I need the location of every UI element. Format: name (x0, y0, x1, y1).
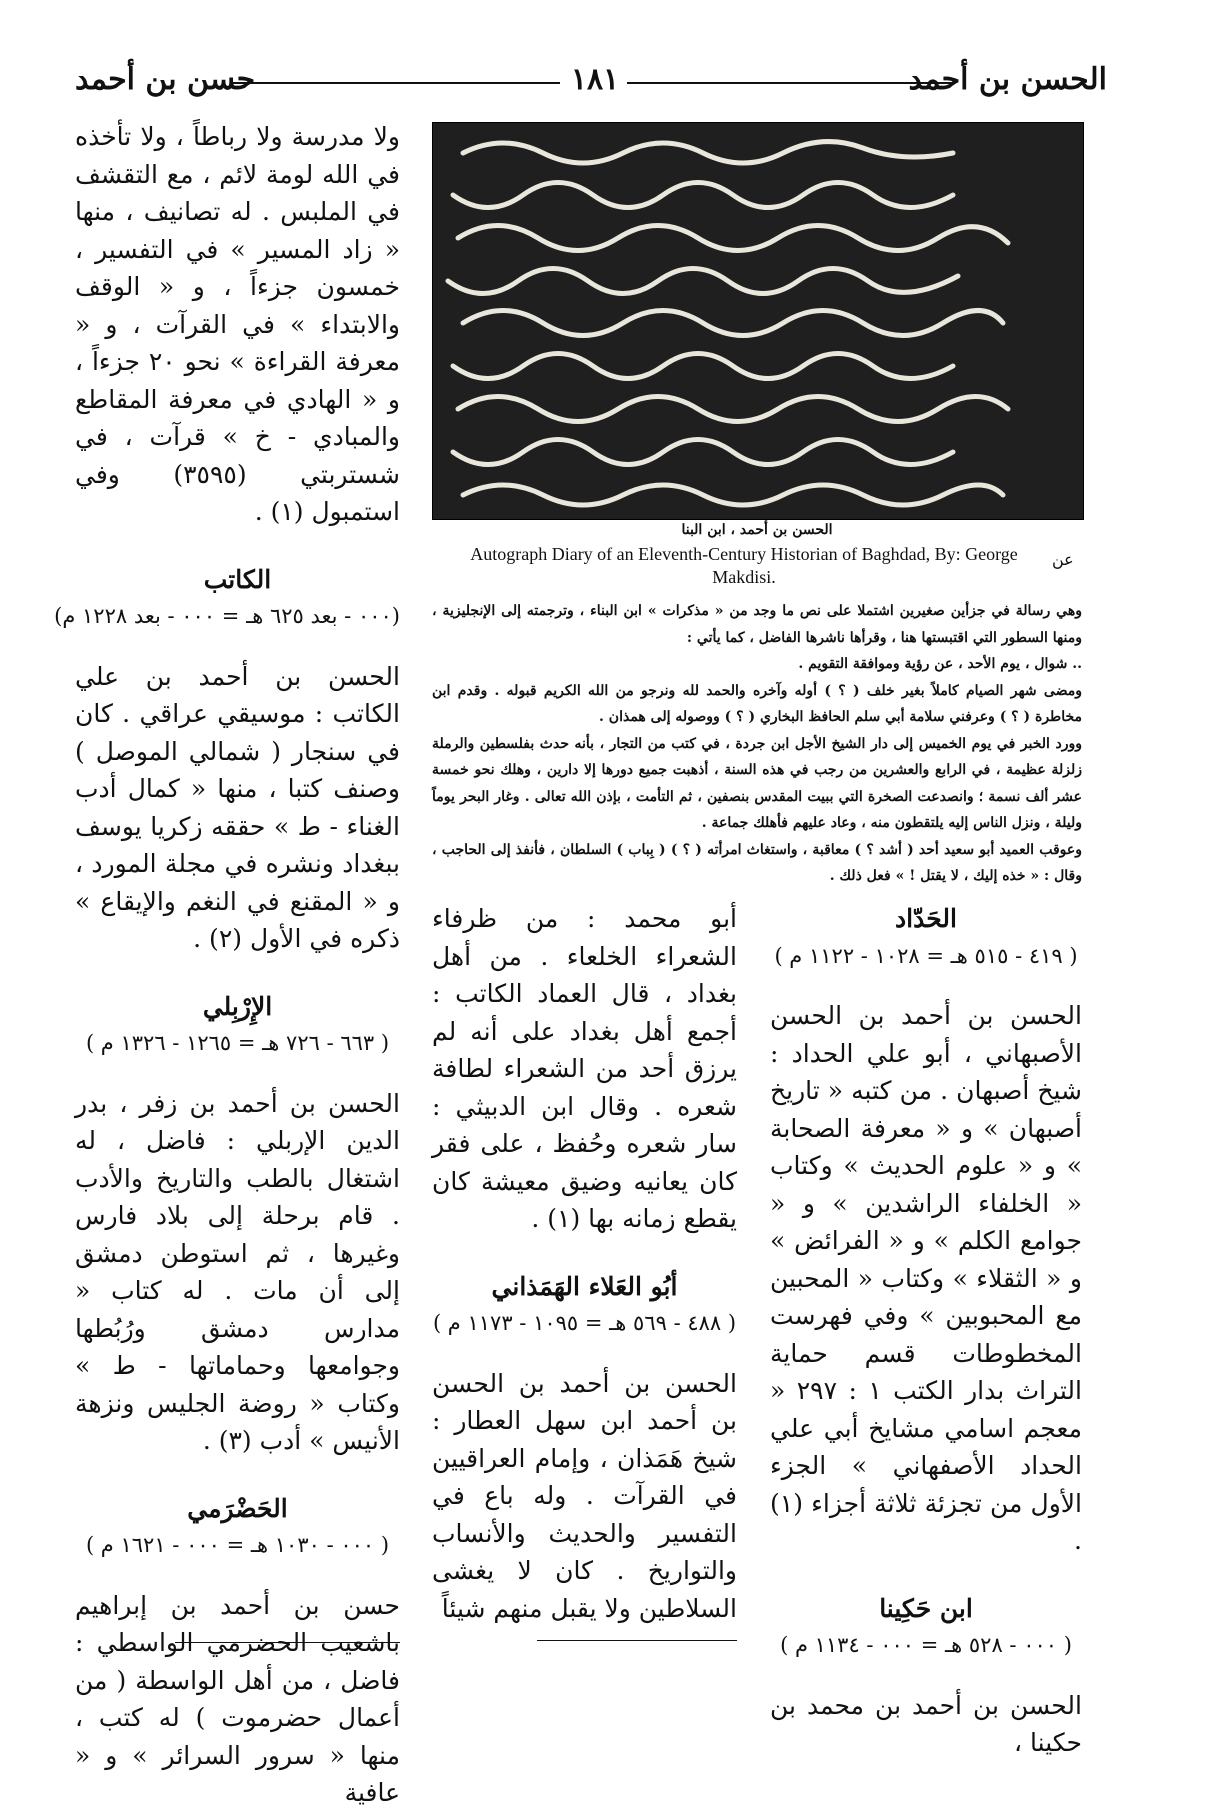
continued-text: أبو محمد : من ظرفاء الشعراء الخلعاء . من أهل بغداد ، قال العماد الكاتب : أجمع أهل بغداد على أنه لم يرزق أحد من الشعراء لطافة شعره . وقال ابن الدبيثي : سار شعره وحُفظ ، على فقر كان يعانيه وضيق معيشة كان يقطع زمانه بها (١) . (432, 904, 737, 1233)
entry-title: الكاتب (203, 564, 272, 594)
entry-title: الإِرْبِلي (202, 991, 273, 1021)
page-number: ١٨١ (570, 62, 620, 97)
entry-katib (54, 561, 400, 958)
manuscript-note (432, 598, 1082, 890)
entry-body: الحسن بن أحمد بن زفر ، بدر الدين الإربلي : فاضل ، له اشتغال بالطب والتاريخ والأدب . قام برحلة إلى بلاد فارس وغيرها ، ثم استوطن دمشق إلى أن مات . له كتاب « مدارس دمشق ورُبُطها وجوامعها وحماماتها - ط » وكتاب « روضة الجليس ونزهة الأنيس » أدب (٣) . (75, 1088, 400, 1455)
entry-hadrami (75, 1490, 400, 1812)
running-head-right: الحسن بن أحمد (908, 62, 1107, 97)
entry-title: الحَدّاد (895, 904, 957, 933)
note-paragraph: .. شوال ، يوم الأحد ، عن رؤية وموافقة التقويم . (798, 656, 1082, 672)
header-rule-right (627, 82, 952, 84)
note-paragraph: وورد الخبر في يوم الخميس إلى دار الشيخ الأجل ابن جردة ، في كتب من التجار ، بأنه حدث بفلسطين والرملة زلزلة عظيمة ، في الرابع والعشرين من رجب في هذه السنة ، أذهبت جميع دورها إلا دارين ، وهلك نحو خمسة عشر ألف نسمة ؛ وانصدعت الصخرة التي ببيت المقدس بنصفين ، ثم التأمت ، بإذن الله تعالى . وغار البحر يوماً وليلة ، ونزل الناس إليه يلتقطون منه ، وعاد عليهم فأهلك جماعة . (432, 735, 1082, 831)
entry-haddad (770, 900, 1082, 1560)
running-head-left: حسن بن أحمد (75, 62, 256, 97)
entry-title: أبُو العَلاء الهَمَذاني (491, 1271, 678, 1301)
entry-body: الحسن بن أحمد بن محمد بن حكينا ، (770, 1690, 1082, 1757)
header-rule-left (230, 82, 560, 84)
entry-dates: ( ٤٨٨ - ٥٦٩ هـ = ١٠٩٥ - ١١٧٣ م ) (432, 1311, 737, 1335)
footnote-rule-left (175, 1642, 400, 1643)
manuscript-caption: الحسن بن أحمد ، ابن البنا (681, 522, 833, 538)
note-paragraph: وعوقب العميد أبو سعيد أحد ( أشد ؟ ) معاقبة ، واستغاث امرأته ( ؟ ) ( بِباب ) السلطان ، فأنفذ إلى الحاجب ، وقال : « خذه إليك ، لا يقتل ! » فعل ذلك . (432, 841, 1082, 884)
entry-dates: ( ٠٠٠ - ١٠٣٠ هـ = ٠٠٠ - ١٦٢١ م ) (85, 1533, 390, 1557)
entry-title: الحَضْرَمي (187, 1493, 288, 1523)
manuscript-source-title: Autograph Diary of an Eleventh-Century Historian of Baghdad, By: George Makdisi. (470, 544, 1018, 587)
note-paragraph: وهي رسالة في جزأين صغيرين اشتملا على نص ما وجد من « مذكرات » ابن البناء ، وترجمته إلى الإنجليزية ، ومنها السطور التي اقتبستها هنا ، وقرأها ناشرها الفاضل ، كما يأتي : (432, 603, 1082, 646)
column-left (54, 118, 400, 1812)
manuscript-source-prefix: عن (1052, 550, 1074, 569)
continued-text: ولا مدرسة ولا رباطاً ، ولا تأخذه في الله لومة لائم ، مع التقشف في الملبس . له تصانيف ، منها « زاد المسير » في التفسير ، خمسون جزءاً ، و « الوقف والابتداء » في القرآت ، و « معرفة القراءة » نحو ٢٠ جزءاً ، و « الهادي في معرفة المقاطع والمبادي - خ » قرآت ، في شستربتي (٣٥٩٥) وفي استمبول (١) . (75, 122, 400, 526)
manuscript-scribbles (433, 123, 1083, 519)
note-paragraph: ومضى شهر الصيام كاملاً بغير خلف ( ؟ ) أوله وآخره والحمد لله ونرجو من الله الكريم قبوله . وقدم ابن مخاطرة ( ؟ ) وعرفني سلامة أبي سلم الحافظ البخاري ( ؟ ) ووصوله إلى همذان . (432, 682, 1082, 725)
entry-body: الحسن بن أحمد بن الحسن الأصبهاني ، أبو علي الحداد : شيخ أصبهان . من كتبه « تاريخ أصبهان » و « معرفة الصحابة » و « علوم الحديث » وكتاب « الخلفاء الراشدين » و « جوامع الكلم » و « الفرائض » و « الثقلاء » وكتاب « المحبين مع المحبوبين » وفي فهرست المخطوطات قسم حماية التراث بدار الكتب ١ : ٢٩٧ « معجم اسامي مشايخ أبي علي الحداد الأصفهاني » الجزء الأول من تجزئة ثلاثة أجزاء (١) . (770, 1001, 1082, 1555)
entry-dates: ( ٠٠٠ - ٥٢٨ هـ = ٠٠٠ - ١١٣٤ م ) (780, 1633, 1072, 1657)
entry-dates: ( ٤١٩ - ٥١٥ هـ = ١٠٢٨ - ١١٢٢ م ) (774, 943, 1078, 968)
entry-abu-al-ala (432, 1268, 737, 1628)
entry-dates: ( ٦٦٣ - ٧٢٦ هـ = ١٢٦٥ - ١٣٢٦ م ) (85, 1031, 390, 1055)
column-right (770, 900, 1082, 1762)
entry-irbili (75, 988, 400, 1460)
manuscript-image (432, 122, 1084, 520)
footnote-rule-middle (537, 1640, 737, 1641)
entry-dates: (٠٠٠ - بعد ٦٢٥ هـ = ٠٠٠ - بعد ١٢٢٨ م) (54, 604, 400, 628)
entry-body: الحسن بن أحمد بن الحسن بن أحمد ابن سهل العطار : شيخ هَمَذان ، وإمام العراقيين في القرآت . وله باع في التفسير والحديث والأنساب والتواريخ . كان لا يغشى السلاطين ولا يقبل منهم شيئاً (432, 1368, 737, 1623)
entry-title: ابن حَكِينا (879, 1593, 973, 1623)
entry-body: حسن بن أحمد بن إبراهيم باشعيب الحضرمي الواسطي : فاضل ، من أهل الواسطة ( من أعمال حضرموت ) له كتب ، منها « سرور السرائر » و « عافية (75, 1590, 400, 1807)
entry-body: الحسن بن أحمد بن علي الكاتب : موسيقي عراقي . كان في سنجار ( شمالي الموصل ) وصنف كتبا ، منها « كمال أدب الغناء - ط » حققه زكريا يوسف ببغداد ونشره في مجلة المورد ، و « المقنع في النغم والإيقاع » ذكره في الأول (٢) . (75, 661, 400, 953)
column-middle (432, 900, 737, 1627)
entry-ibn-hakina (770, 1590, 1082, 1762)
